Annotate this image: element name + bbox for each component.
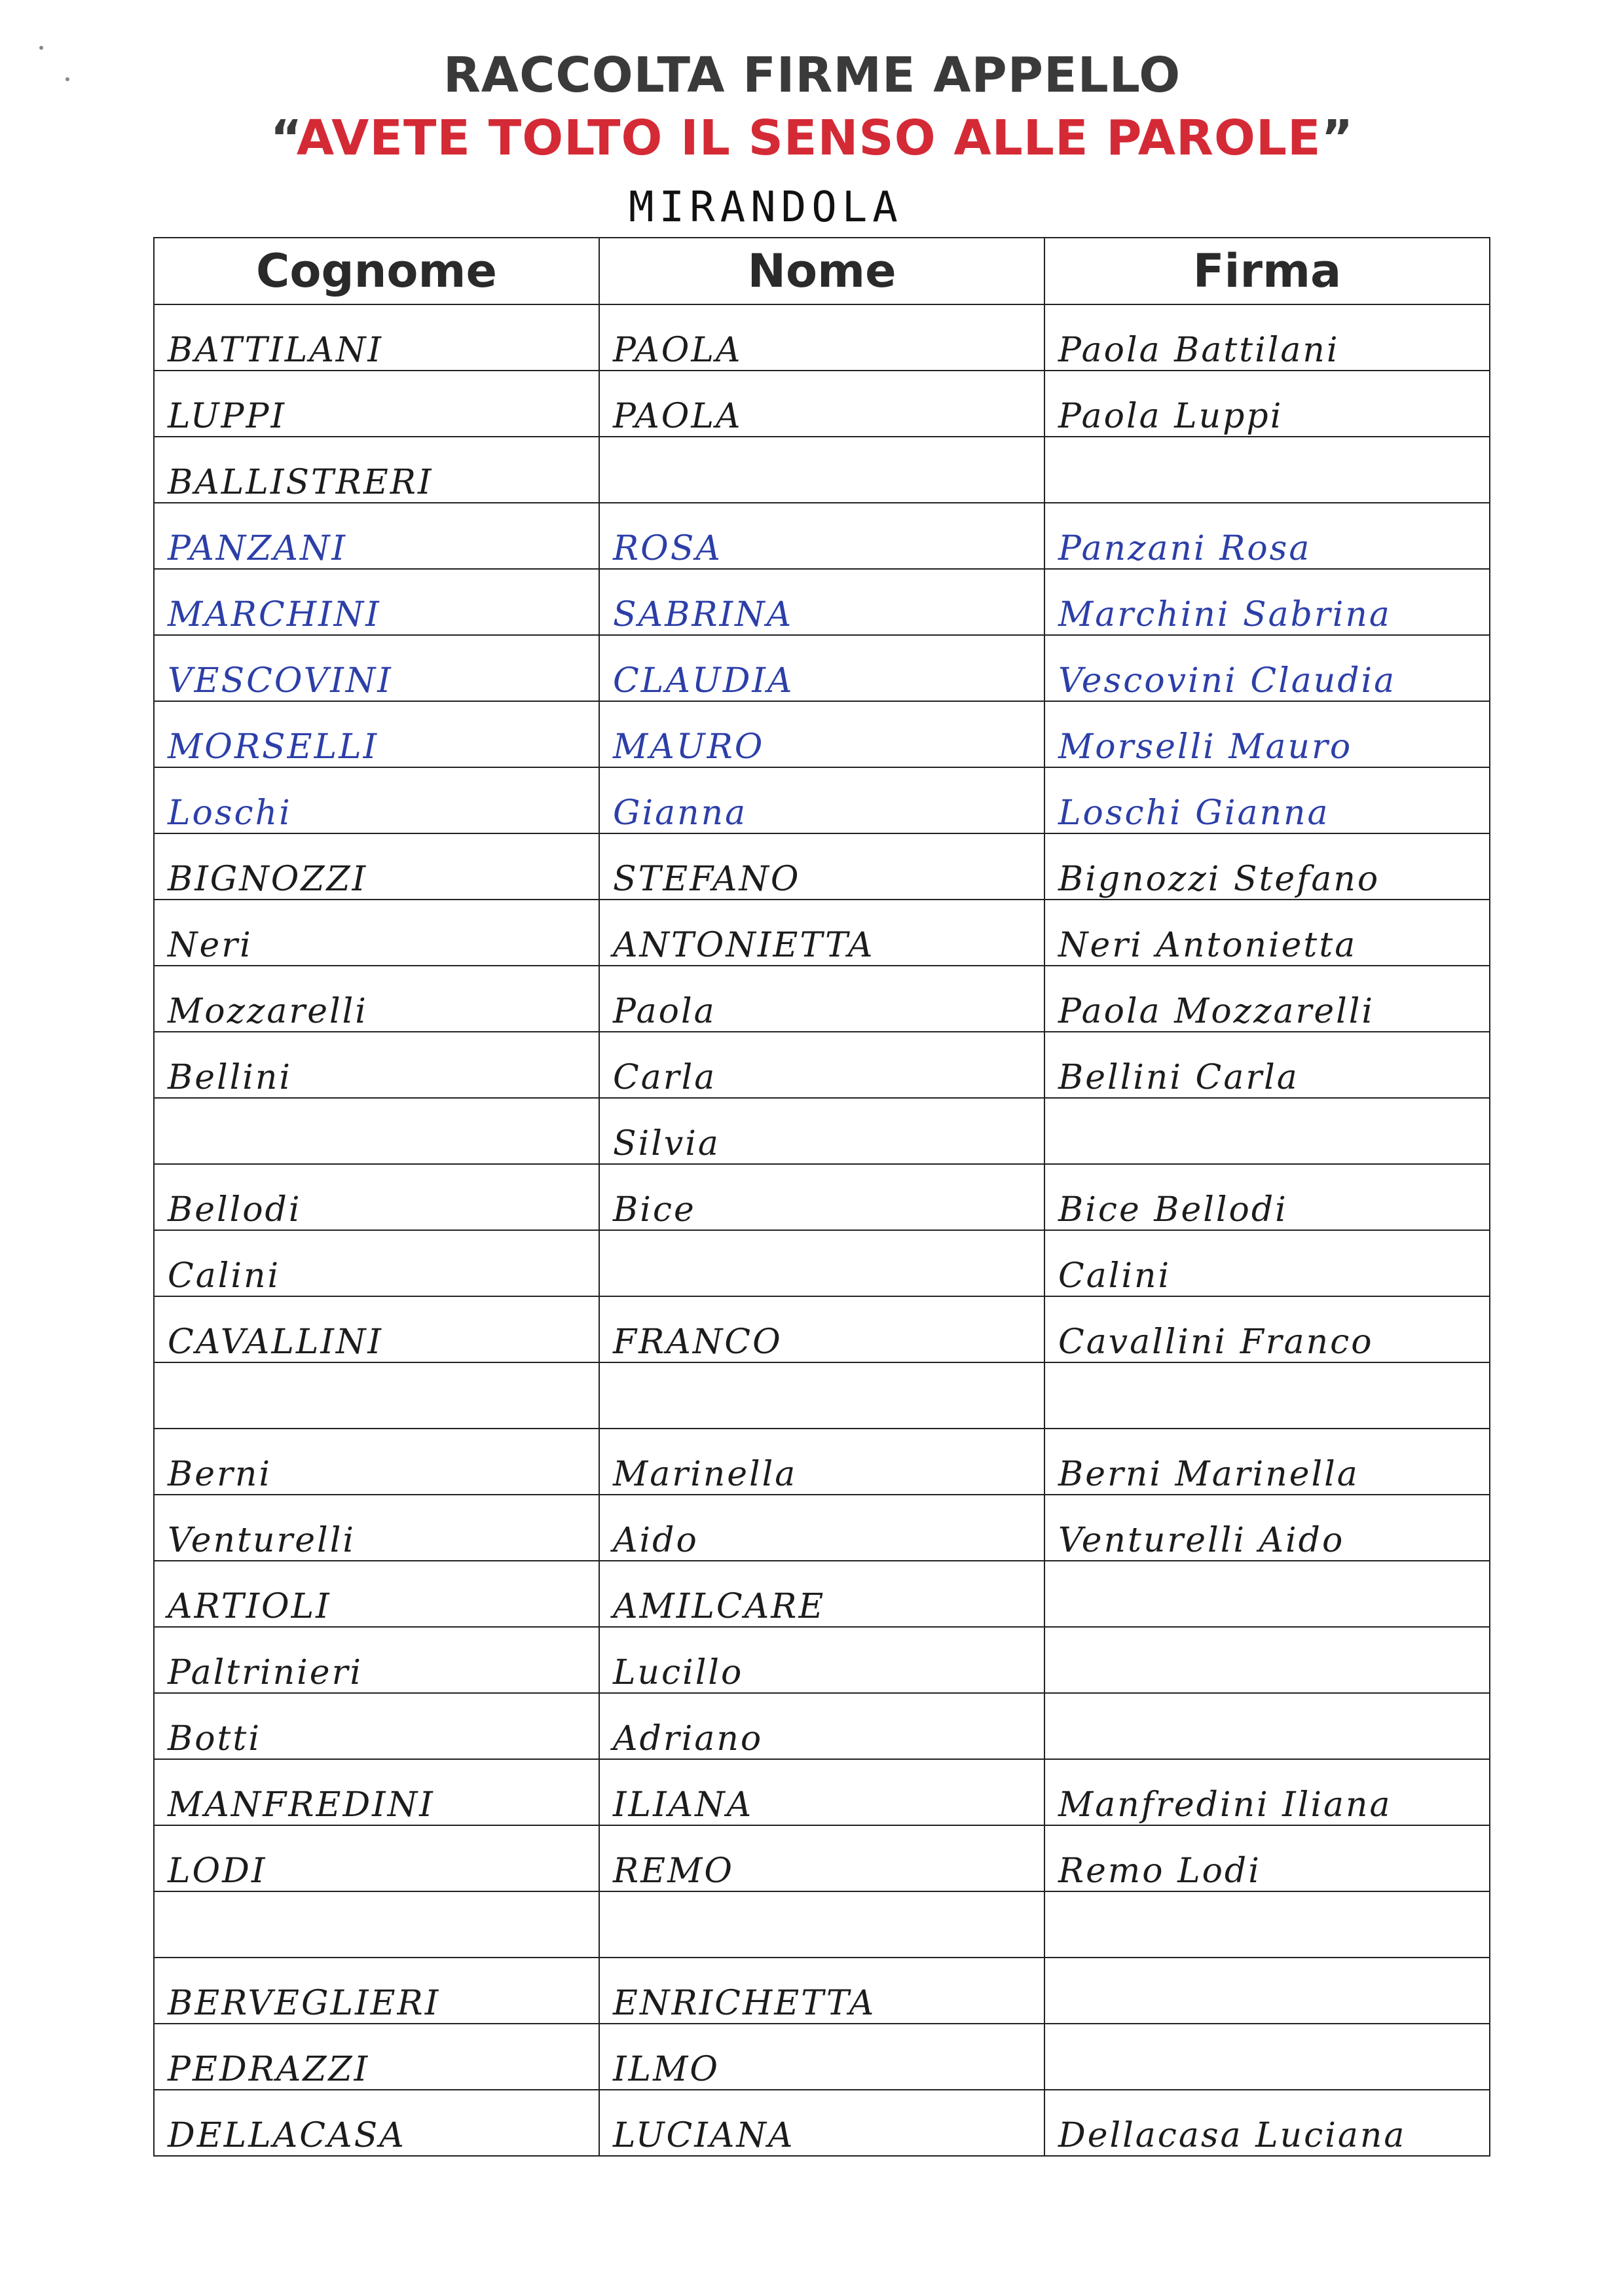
name-cell: MAURO (599, 701, 1044, 767)
signature-cell: Bignozzi Stefano (1044, 833, 1490, 900)
name-cell: Gianna (599, 767, 1044, 833)
table-row (154, 1958, 1490, 2024)
surname-cell: PANZANI (154, 503, 599, 569)
table-row (154, 371, 1490, 437)
signature-cell (1044, 1627, 1490, 1693)
surname-cell (154, 1362, 599, 1429)
signature-cell: Marchini Sabrina (1044, 569, 1490, 635)
name-cell: Silvia (599, 1098, 1044, 1164)
table-row (154, 1825, 1490, 1891)
surname-cell (154, 1891, 599, 1958)
table-row (154, 2024, 1490, 2090)
surname-cell: BATTILANI (154, 304, 599, 371)
signature-cell: Bellini Carla (1044, 1032, 1490, 1098)
surname-cell: Neri (154, 900, 599, 966)
surname-cell: BIGNOZZI (154, 833, 599, 900)
header-name: Nome (599, 238, 1044, 304)
table-row (154, 1693, 1490, 1759)
signature-cell: Venturelli Aido (1044, 1495, 1490, 1561)
signature-cell: Berni Marinella (1044, 1429, 1490, 1495)
signature-cell (1044, 1098, 1490, 1164)
header-surname: Cognome (154, 238, 599, 304)
table-row (154, 1098, 1490, 1164)
name-cell: Paola (599, 966, 1044, 1032)
place-name: MIRANDOLA (629, 183, 903, 232)
table-row (154, 833, 1490, 900)
table-row (154, 569, 1490, 635)
name-cell (599, 1362, 1044, 1429)
table-row (154, 437, 1490, 503)
signature-cell (1044, 2024, 1490, 2090)
table-row (154, 1032, 1490, 1098)
signature-cell: Paola Luppi (1044, 371, 1490, 437)
surname-cell: Berni (154, 1429, 599, 1495)
name-cell: Lucillo (599, 1627, 1044, 1693)
signature-cell: Cavallini Franco (1044, 1296, 1490, 1362)
surname-cell: BERVEGLIERI (154, 1958, 599, 2024)
surname-cell: MARCHINI (154, 569, 599, 635)
name-cell: CLAUDIA (599, 635, 1044, 701)
page-title: RACCOLTA FIRME APPELLO (443, 47, 1181, 103)
name-cell: ENRICHETTA (599, 1958, 1044, 2024)
name-cell: Adriano (599, 1693, 1044, 1759)
table-row (154, 767, 1490, 833)
signature-cell: Calini (1044, 1230, 1490, 1296)
surname-cell: Calini (154, 1230, 599, 1296)
name-cell: Marinella (599, 1429, 1044, 1495)
name-cell: Bice (599, 1164, 1044, 1230)
signature-cell: Morselli Mauro (1044, 701, 1490, 767)
name-cell (599, 1230, 1044, 1296)
table-row (154, 900, 1490, 966)
surname-cell: DELLACASA (154, 2090, 599, 2156)
name-cell: AMILCARE (599, 1561, 1044, 1627)
table-row (154, 701, 1490, 767)
table-row (154, 1429, 1490, 1495)
surname-cell: Mozzarelli (154, 966, 599, 1032)
surname-cell: VESCOVINI (154, 635, 599, 701)
table-row (154, 1362, 1490, 1429)
table-row (154, 1230, 1490, 1296)
table-row (154, 1164, 1490, 1230)
header-signature: Firma (1044, 238, 1490, 304)
table-row (154, 635, 1490, 701)
appeal-text: AVETE TOLTO IL SENSO ALLE PAROLE (296, 110, 1321, 166)
appeal-title (0, 110, 1624, 166)
table-row (154, 1759, 1490, 1825)
signature-cell (1044, 1693, 1490, 1759)
surname-cell: MANFREDINI (154, 1759, 599, 1825)
name-cell: STEFANO (599, 833, 1044, 900)
open-quote: “ (270, 110, 297, 166)
surname-cell: Loschi (154, 767, 599, 833)
table-row (154, 966, 1490, 1032)
table-row (154, 1627, 1490, 1693)
surname-cell: PEDRAZZI (154, 2024, 599, 2090)
signature-cell (1044, 1362, 1490, 1429)
name-cell: PAOLA (599, 371, 1044, 437)
name-cell: FRANCO (599, 1296, 1044, 1362)
signature-cell (1044, 1561, 1490, 1627)
signature-cell: Manfredini Iliana (1044, 1759, 1490, 1825)
table-row (154, 1296, 1490, 1362)
name-cell (599, 437, 1044, 503)
signature-cell (1044, 1891, 1490, 1958)
surname-cell: Venturelli (154, 1495, 599, 1561)
surname-cell: ARTIOLI (154, 1561, 599, 1627)
table-row (154, 1561, 1490, 1627)
signature-cell: Paola Battilani (1044, 304, 1490, 371)
surname-cell: LODI (154, 1825, 599, 1891)
surname-cell: CAVALLINI (154, 1296, 599, 1362)
name-cell (599, 1891, 1044, 1958)
table-row (154, 1891, 1490, 1958)
surname-cell: Paltrinieri (154, 1627, 599, 1693)
name-cell: Aido (599, 1495, 1044, 1561)
close-quote: ” (1321, 110, 1354, 166)
signature-cell: Vescovini Claudia (1044, 635, 1490, 701)
signature-cell: Remo Lodi (1044, 1825, 1490, 1891)
name-cell: Carla (599, 1032, 1044, 1098)
surname-cell: Bellini (154, 1032, 599, 1098)
name-cell: LUCIANA (599, 2090, 1044, 2156)
surname-cell: Bellodi (154, 1164, 599, 1230)
name-cell: ANTONIETTA (599, 900, 1044, 966)
signature-cell: Bice Bellodi (1044, 1164, 1490, 1230)
signature-cell (1044, 437, 1490, 503)
surname-cell: BALLISTRERI (154, 437, 599, 503)
signature-cell: Dellacasa Luciana (1044, 2090, 1490, 2156)
name-cell: REMO (599, 1825, 1044, 1891)
table-row (154, 2090, 1490, 2156)
signature-table (153, 237, 1490, 2157)
header-row (154, 238, 1490, 304)
name-cell: ILMO (599, 2024, 1044, 2090)
name-cell: PAOLA (599, 304, 1044, 371)
table-row (154, 304, 1490, 371)
surname-cell: LUPPI (154, 371, 599, 437)
signature-cell: Neri Antonietta (1044, 900, 1490, 966)
signature-cell: Loschi Gianna (1044, 767, 1490, 833)
name-cell: ROSA (599, 503, 1044, 569)
signature-cell (1044, 1958, 1490, 2024)
table-row (154, 503, 1490, 569)
surname-cell: Botti (154, 1693, 599, 1759)
surname-cell: MORSELLI (154, 701, 599, 767)
table-row (154, 1495, 1490, 1561)
name-cell: SABRINA (599, 569, 1044, 635)
signature-cell: Panzani Rosa (1044, 503, 1490, 569)
signature-cell: Paola Mozzarelli (1044, 966, 1490, 1032)
surname-cell (154, 1098, 599, 1164)
name-cell: ILIANA (599, 1759, 1044, 1825)
